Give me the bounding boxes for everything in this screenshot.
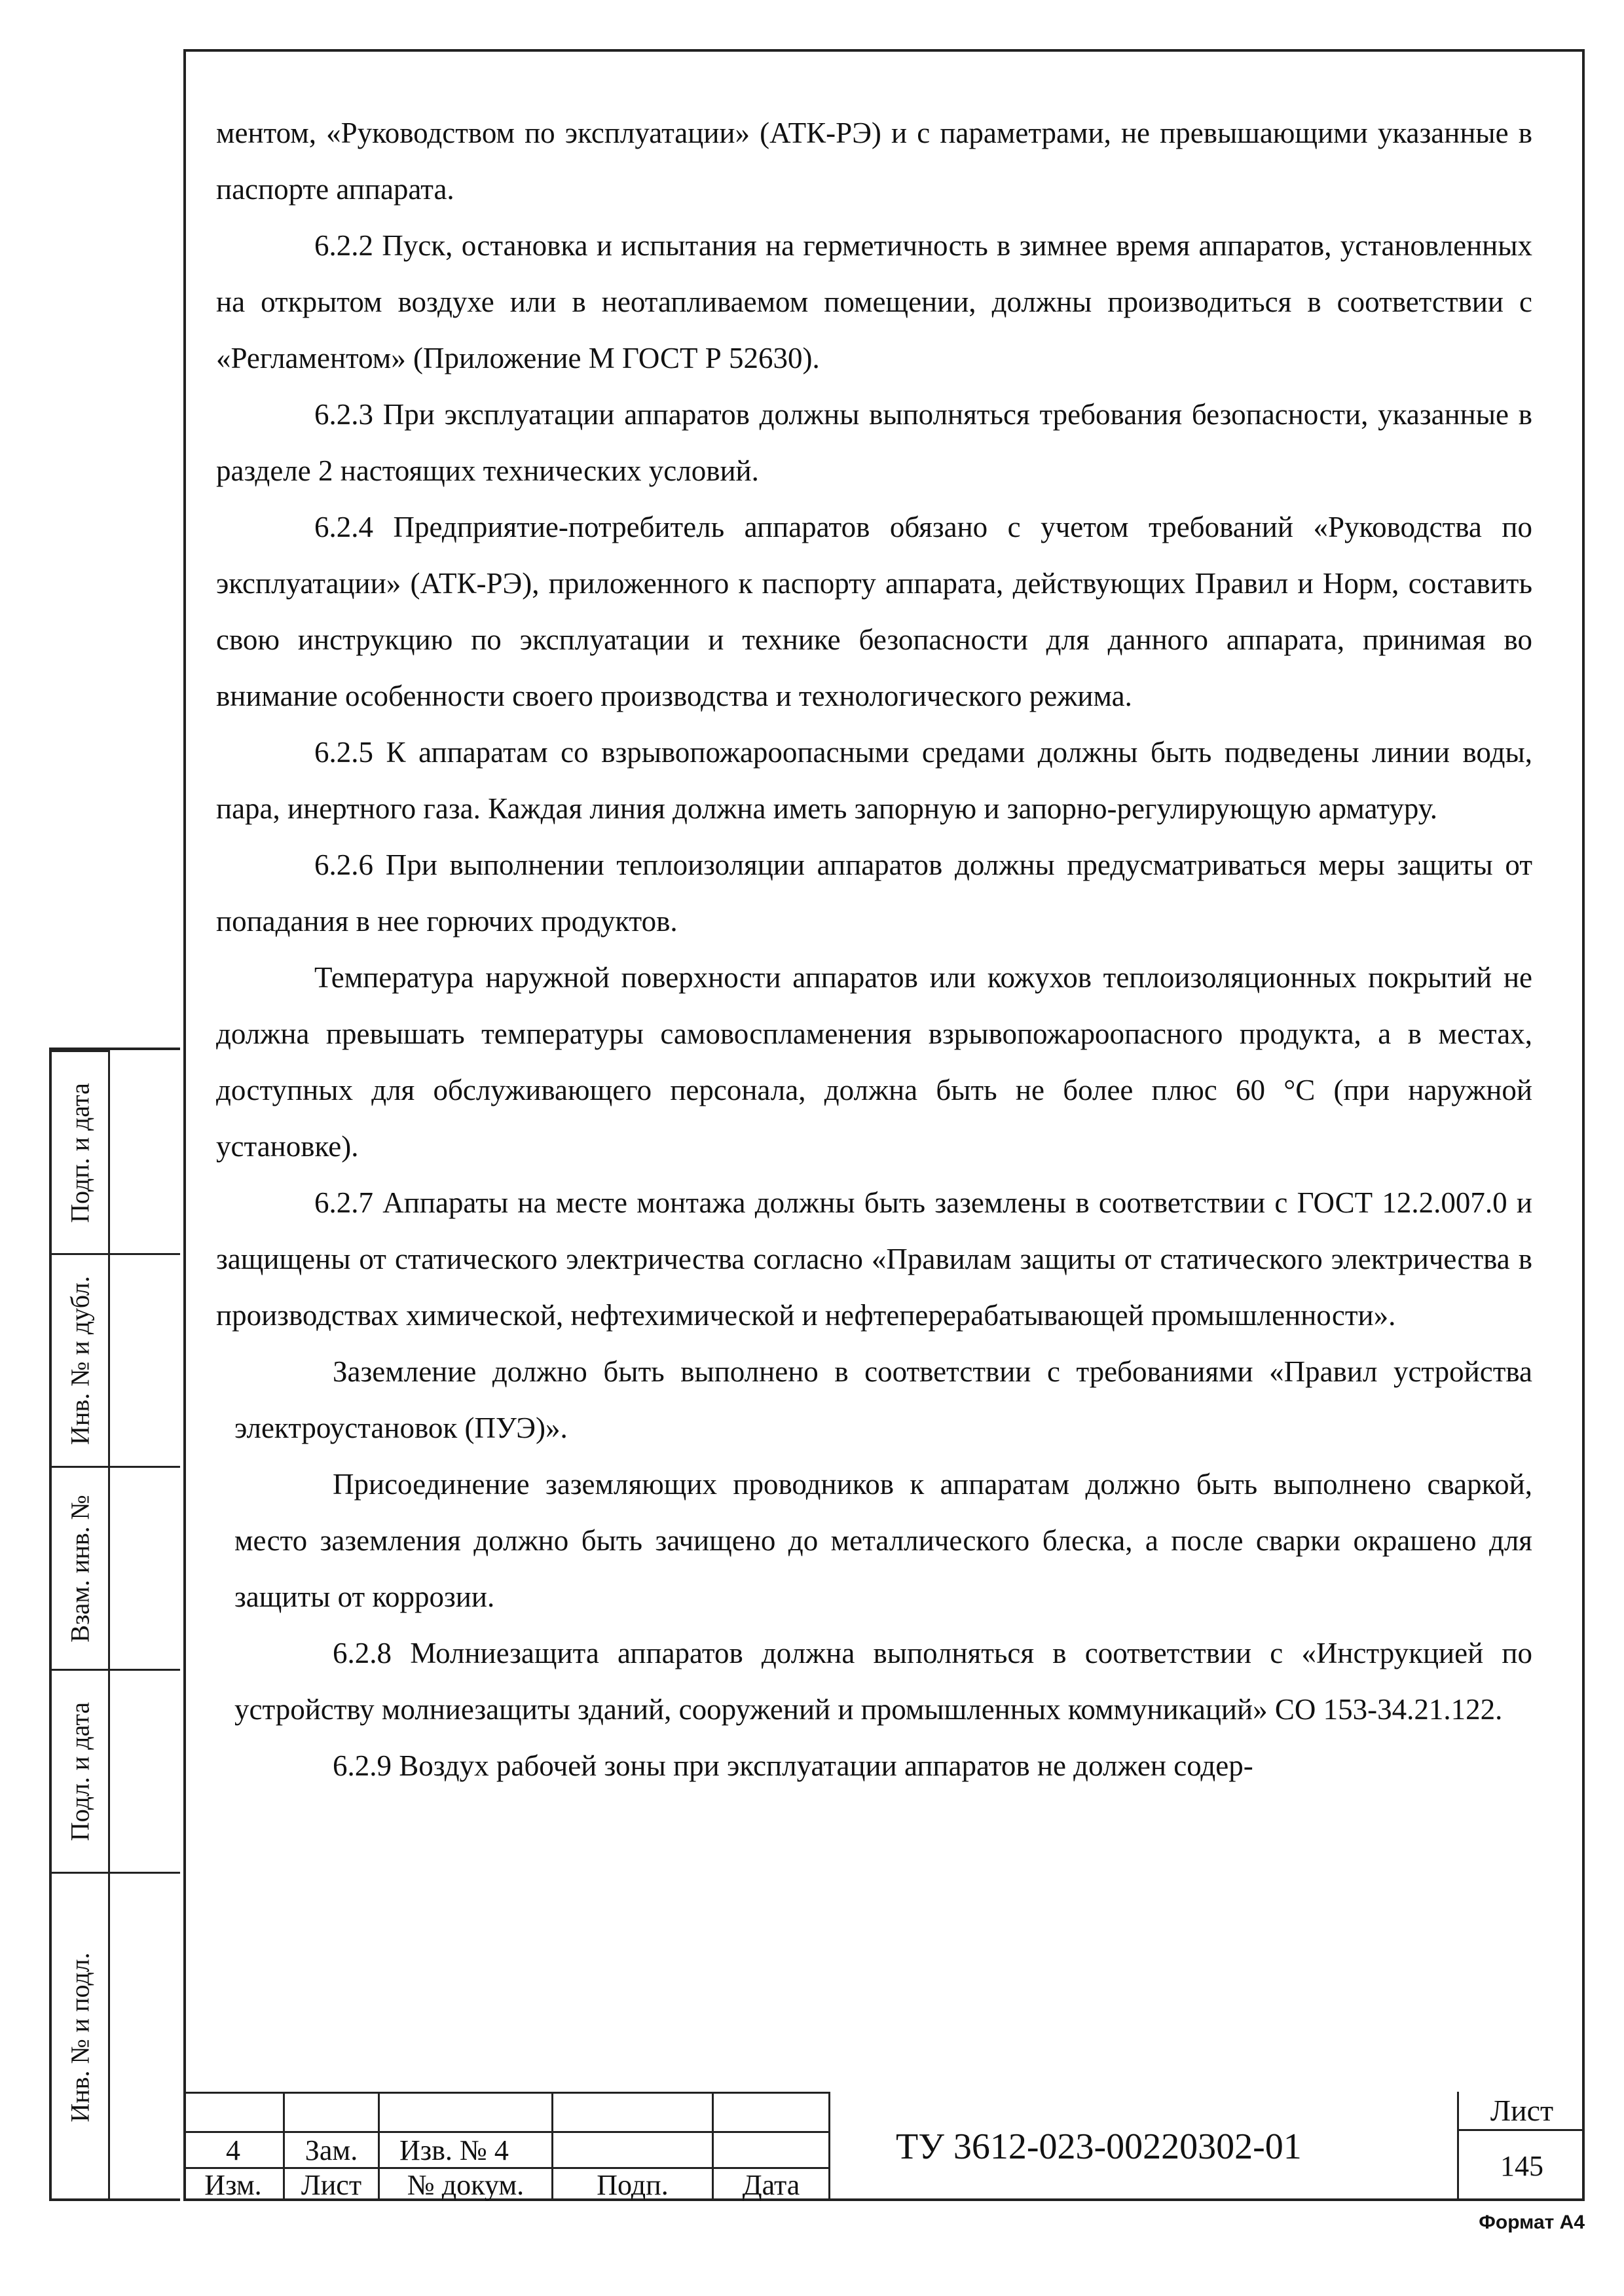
stamp-izm-header: Изм. (183, 2167, 285, 2201)
margin-label-inv-podl: Инв. № и подл. (65, 1952, 95, 2123)
sheet-number: 145 (1457, 2131, 1585, 2201)
paragraph: 6.2.3 При эксплуатации аппаратов должны выполняться требования безопасности, указанные в разделе 2 настоящих технических условий. (216, 398, 1532, 487)
stamp-data-header: Дата (714, 2167, 828, 2201)
paragraph: 6.2.9 Воздух рабочей зоны при эксплуатации аппаратов не должен содер- (333, 1749, 1253, 1782)
stamp-podp-header: Подп. (553, 2167, 714, 2201)
sheet-label: Лист (1457, 2092, 1585, 2131)
paragraph: 6.2.5 К аппаратам со взрывопожароопасными средами должны быть подведены линии воды, пара, инертного газа. Каждая линия должна иметь запорную и запорно-регулирующую арматуру. (216, 736, 1532, 825)
paragraph: 6.2.6 При выполнении теплоизоляции аппаратов должны предусматриваться меры защиты от попадания в нее горючих продуктов. (216, 848, 1532, 938)
margin-cell-inv-podl (52, 1872, 108, 2201)
paragraph: Температура наружной поверхности аппаратов или кожухов теплоизоляционных покрытий не должна превышать температуры самовоспламенения взрывопожароопасного продукта, а в местах, доступных для обслуживающего персонала, должна быть не более плюс 60 °С (при наружной установке). (216, 961, 1532, 1163)
stamp-izm-value: 4 (183, 2131, 285, 2167)
stamp-doc-value: Изв. № 4 (380, 2131, 553, 2167)
document-code: ТУ 3612-023-00220302-01 (828, 2092, 1457, 2201)
margin-label-podp-data: Подп. и дата (65, 1082, 95, 1223)
paragraph: 6.2.7 Аппараты на месте монтажа должны быть заземлены в соответствии с ГОСТ 12.2.007.0 и защищены от статического электричества согласно «Правилам защиты от статического электричества в производствах химической, нефтехимической и нефтеперерабатывающей промышленности». (216, 1186, 1532, 1332)
stamp-list-value: Зам. (285, 2131, 380, 2167)
margin-strip (49, 1048, 180, 2201)
margin-cell-inv-dubl (52, 1253, 108, 1466)
stamp-list-header: Лист (285, 2167, 380, 2201)
margin-cell-podp-data (52, 1050, 108, 1253)
paragraph: ментом, «Руководством по эксплуатации» (АТК-РЭ) и с параметрами, не превышающими указанные в паспорте аппарата. (216, 117, 1532, 206)
margin-label-inv-dubl: Инв. № и дубл. (65, 1276, 95, 1445)
paragraph: 6.2.2 Пуск, остановка и испытания на герметичность в зимнее время аппаратов, установленных на открытом воздухе или в неотапливаемом помещении, должны производиться в соответствии с «Регламентом» (Приложение М ГОСТ Р 52630). (216, 229, 1532, 374)
paragraph: Присоединение заземляющих проводников к аппаратам должно быть выполнено сваркой, место заземления должно быть зачищено до металлического блеска, а после сварки окрашено для защиты от коррозии. (234, 1468, 1532, 1613)
margin-cell-vzam (52, 1466, 108, 1669)
margin-cell-podl-data (52, 1669, 108, 1872)
margin-label-vzam: Взам. инв. № (65, 1494, 95, 1643)
margin-label-podl-data: Подл. и дата (65, 1702, 95, 1841)
paragraph: 6.2.4 Предприятие-потребитель аппаратов обязано с учетом требований «Руководства по эксплуатации» (АТК-РЭ), приложенного к паспорту аппарата, действующих Правил и Норм, составить свою инструкцию по эксплуатации и технике безопасности для данного аппарата, принимая во внимание особенности своего производства и технологического режима. (216, 511, 1532, 712)
paragraph: 6.2.8 Молниезащита аппаратов должна выполняться в соответствии с «Инструкцией по устройству молниезащиты зданий, сооружений и промышленных коммуникаций» СО 153-34.21.122. (234, 1637, 1532, 1726)
paragraph: Заземление должно быть выполнено в соответствии с требованиями «Правил устройства электроустановок (ПУЭ)». (234, 1355, 1532, 1444)
stamp-data-value (714, 2131, 828, 2167)
format-label: Формат А4 (1479, 2212, 1585, 2233)
stamp-podp-value (553, 2131, 714, 2167)
document-body (216, 105, 1532, 1794)
stamp-doc-header: № докум. (380, 2167, 553, 2201)
title-block (183, 2092, 1585, 2201)
